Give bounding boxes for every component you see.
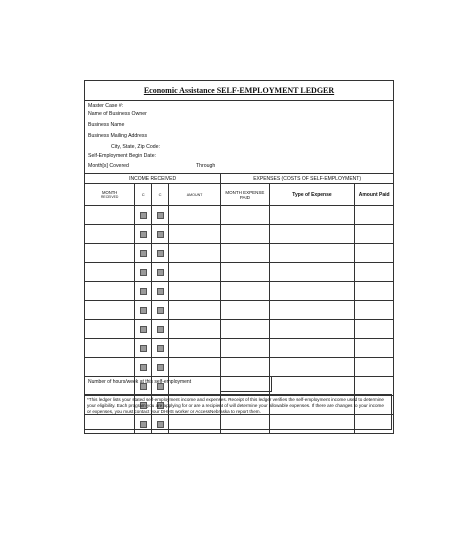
income-month-text: MONTH [101, 190, 118, 195]
table-row [85, 206, 394, 225]
master-case-label: Master Case #: [88, 103, 124, 109]
income-amount-cell[interactable] [168, 282, 220, 301]
table-row [85, 244, 394, 263]
expense-amount-cell[interactable] [355, 206, 394, 225]
expense-type-cell[interactable] [269, 225, 355, 244]
checkbox[interactable] [157, 250, 164, 257]
expense-amount-cell[interactable] [355, 244, 394, 263]
checkbox[interactable] [157, 288, 164, 295]
expense-type-cell[interactable] [269, 377, 355, 396]
income-amount-cell[interactable] [168, 320, 220, 339]
income-amount-cell[interactable] [168, 339, 220, 358]
table-row [85, 225, 394, 244]
hours-label: Number of hours/week at this self-employment [88, 379, 192, 385]
income-check-1[interactable] [135, 263, 152, 282]
expense-month-cell[interactable] [221, 244, 269, 263]
income-c2-col [152, 184, 169, 206]
expense-month-cell[interactable] [221, 206, 269, 225]
expense-month-cell[interactable] [221, 339, 269, 358]
checkbox[interactable] [157, 326, 164, 333]
income-check-2[interactable] [152, 263, 169, 282]
table-row [85, 282, 394, 301]
expense-month-cell[interactable] [221, 282, 269, 301]
expense-amount-cell[interactable] [355, 225, 394, 244]
ledger-form [84, 80, 394, 435]
income-month-cell[interactable] [85, 320, 135, 339]
income-amount-cell[interactable] [168, 358, 220, 377]
income-check-2[interactable] [152, 244, 169, 263]
checkbox[interactable] [140, 345, 147, 352]
income-c1-text: C [141, 192, 145, 197]
income-amount-cell[interactable] [168, 301, 220, 320]
expense-type-col: Type of Expense [269, 184, 355, 206]
table-row [85, 301, 394, 320]
income-amount-col: AMOUNT [168, 184, 220, 206]
income-amount-cell[interactable] [168, 206, 220, 225]
checkbox[interactable] [140, 250, 147, 257]
expense-type-cell[interactable] [269, 206, 355, 225]
income-month-cell[interactable] [85, 339, 135, 358]
expense-amount-cell[interactable] [355, 320, 394, 339]
income-check-1[interactable] [135, 358, 152, 377]
expense-amount-col: Amount Paid [355, 184, 394, 206]
expense-type-cell[interactable] [269, 263, 355, 282]
income-month-cell[interactable] [85, 301, 135, 320]
income-month-cell[interactable] [85, 225, 135, 244]
expense-amount-cell[interactable] [355, 263, 394, 282]
income-check-1[interactable] [135, 282, 152, 301]
mailing-address-label: Business Mailing Address [88, 133, 148, 139]
income-check-1[interactable] [135, 320, 152, 339]
income-header: INCOME RECEIVED [85, 174, 221, 184]
income-check-2[interactable] [152, 358, 169, 377]
expense-type-cell[interactable] [269, 358, 355, 377]
income-check-2[interactable] [152, 282, 169, 301]
expense-month-cell[interactable] [221, 263, 269, 282]
expense-type-cell[interactable] [269, 301, 355, 320]
checkbox[interactable] [140, 212, 147, 219]
income-check-2[interactable] [152, 225, 169, 244]
checkbox[interactable] [157, 269, 164, 276]
expenses-header: EXPENSES (COSTS OF SELF-EMPLOYMENT) [221, 174, 394, 184]
expense-type-cell[interactable] [269, 339, 355, 358]
table-row [85, 263, 394, 282]
income-check-1[interactable] [135, 225, 152, 244]
checkbox[interactable] [157, 231, 164, 238]
expense-amount-cell[interactable] [355, 377, 394, 396]
expense-amount-cell[interactable] [355, 358, 394, 377]
checkbox[interactable] [157, 364, 164, 371]
income-month-col [85, 184, 135, 206]
income-amount-cell[interactable] [168, 244, 220, 263]
income-amount-cell[interactable] [168, 225, 220, 244]
income-c2-text: C [158, 192, 162, 197]
checkbox[interactable] [140, 288, 147, 295]
checkbox[interactable] [157, 307, 164, 314]
hours-input[interactable] [220, 376, 272, 392]
footnote: *This ledger lists your stated self-employment income and expenses. Receipt of this ledger verifies the self-employment income used to determine your eligibility. Each program you are applying for or are a recipient of will determine your allowable expenses. If there are changes to your income or expenses, you must contact your DHHS worker or AccessNebraska to report them. [84, 394, 392, 430]
title-text: Economic Assistance SELF-EMPLOYMENT LEDGER [143, 86, 335, 95]
income-month-sub: RECEIVED [100, 195, 119, 199]
checkbox[interactable] [140, 269, 147, 276]
expense-amount-cell[interactable] [355, 282, 394, 301]
expense-month-cell[interactable] [221, 358, 269, 377]
through-label: Through [196, 163, 216, 169]
income-c1-col [135, 184, 152, 206]
income-check-1[interactable] [135, 339, 152, 358]
income-month-cell[interactable] [85, 244, 135, 263]
income-month-cell[interactable] [85, 263, 135, 282]
expense-month-col: MONTH EXPENSE PAID [221, 184, 269, 206]
income-check-1[interactable] [135, 206, 152, 225]
table-row [85, 358, 394, 377]
table-row [85, 320, 394, 339]
expense-month-cell[interactable] [221, 320, 269, 339]
expense-type-cell[interactable] [269, 320, 355, 339]
expense-amount-cell[interactable] [355, 339, 394, 358]
checkbox[interactable] [140, 307, 147, 314]
income-amount-cell[interactable] [168, 263, 220, 282]
checkbox[interactable] [140, 231, 147, 238]
city-state-zip-label: City, State, Zip Code: [111, 144, 160, 150]
checkbox[interactable] [157, 212, 164, 219]
form-title [84, 80, 394, 101]
business-owner-label: Name of Business Owner [88, 111, 147, 117]
expense-type-cell[interactable] [269, 244, 355, 263]
expense-month-cell[interactable] [221, 301, 269, 320]
expense-month-cell[interactable] [221, 225, 269, 244]
expense-amount-cell[interactable] [355, 301, 394, 320]
business-name-label: Business Name [88, 122, 125, 128]
months-covered-label: Month[s] Covered [88, 163, 129, 169]
income-check-2[interactable] [152, 320, 169, 339]
income-check-2[interactable] [152, 339, 169, 358]
income-check-1[interactable] [135, 244, 152, 263]
income-check-2[interactable] [152, 206, 169, 225]
expense-type-cell[interactable] [269, 282, 355, 301]
table-row [85, 339, 394, 358]
checkbox[interactable] [140, 364, 147, 371]
income-month-cell[interactable] [85, 206, 135, 225]
income-month-cell[interactable] [85, 358, 135, 377]
begin-date-label: Self-Employment Begin Date: [88, 153, 157, 159]
income-check-1[interactable] [135, 301, 152, 320]
checkbox[interactable] [140, 326, 147, 333]
checkbox[interactable] [157, 345, 164, 352]
income-month-cell[interactable] [85, 282, 135, 301]
income-check-2[interactable] [152, 301, 169, 320]
